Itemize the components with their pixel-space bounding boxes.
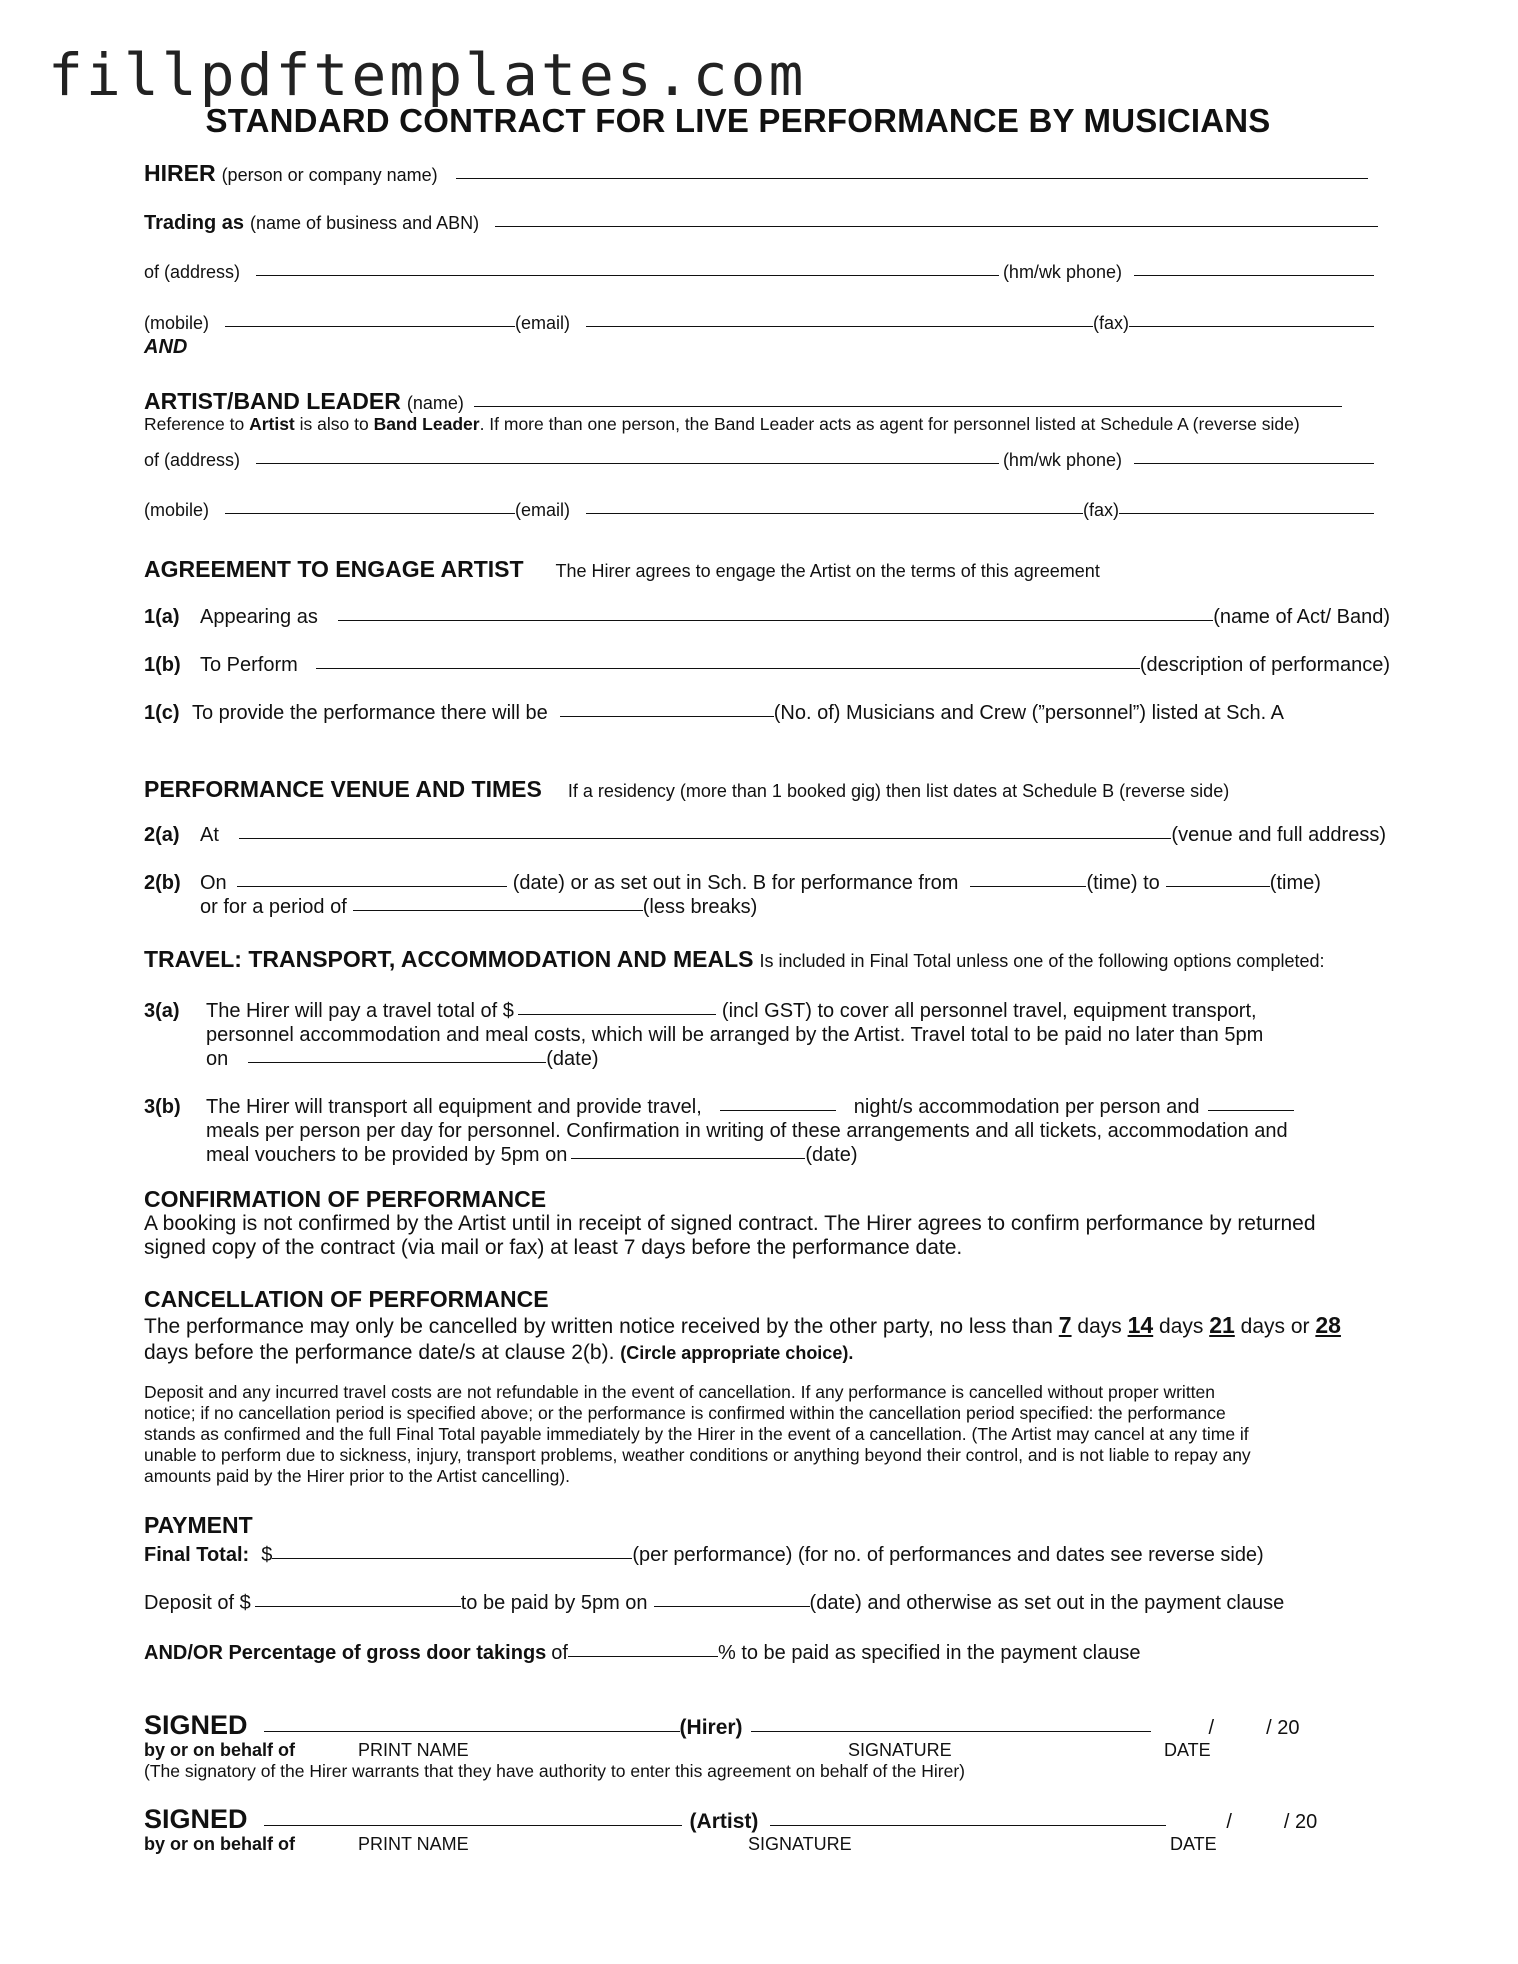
and-label: AND [144,336,188,358]
clause-suffix: (venue and full address) [1171,824,1386,846]
artist-phone-field[interactable] [1134,463,1374,464]
clause-text: personnel accommodation and meal costs, which will be arranged by the Artist. Travel total to be paid no later than 5pm [206,1024,1264,1046]
clause-suffix: (description of performance) [1139,654,1390,676]
artist-name-field[interactable] [474,406,1342,407]
agreement-heading: AGREEMENT TO ENGAGE ARTIST [144,556,524,582]
terms-line: Deposit and any incurred travel costs are not refundable in the event of cancellation. If any performance is cancelled without proper written [144,1382,1216,1402]
clause-label: Appearing as [200,606,318,628]
hirer-address-label: of (address) [144,262,241,282]
watermark: fillpdftemplates.com [48,41,807,109]
final-total-suffix: (per performance) (for no. of performances and dates see reverse side) [632,1544,1264,1566]
clause-text: night/s accommodation per person and [853,1096,1200,1118]
cancellation-text-part: days before the performance date/s at clause 2(b). [144,1341,621,1364]
cancellation-line [144,1340,1354,1366]
venue-heading-row [144,776,1398,803]
dollar-sign: $ [261,1544,273,1566]
payment-heading: PAYMENT [144,1512,253,1538]
percentage-field[interactable] [568,1656,718,1657]
artist-fax-label: (fax) [1083,500,1119,520]
date-label: DATE [1164,1740,1211,1760]
hirer-warranty-note: (The signatory of the Hirer warrants that they have authority to enter this agreement on behalf of the Hirer) [144,1761,965,1781]
clause-text: meal vouchers to be provided by 5pm on [206,1144,568,1166]
clause-text: The Hirer will transport all equipment and provide travel, [206,1096,702,1118]
cancellation-heading: CANCELLATION OF PERFORMANCE [144,1286,549,1312]
travel-pay-date-field[interactable] [248,1062,546,1063]
terms-line: stands as confirmed and the full Final Total payable immediately by the Hirer in the event of a cancellation. (The Artist may cancel at any time if [144,1424,1249,1444]
travel-heading-row [144,946,1398,973]
clause-3b-line3 [206,1144,1398,1167]
clause-text: (time) [1269,872,1321,894]
hirer-phone-field[interactable] [1134,275,1374,276]
clause-1b [144,654,1398,677]
cancellation-text-part: The performance may only be cancelled by written notice received by the other party, no less than [144,1315,1059,1338]
end-time-field[interactable] [1166,886,1270,887]
act-name-field[interactable] [338,620,1213,621]
final-total-row [144,1544,1398,1567]
artist-note: (name) [406,393,464,413]
hirer-role-label: (Hirer) [679,1716,743,1739]
clause-text: or for a period of [200,896,347,918]
cancellation-terms [144,1382,1344,1487]
artist-address-field[interactable] [256,463,999,464]
clause-3b-line1 [144,1096,1398,1119]
reference-bandleader: Band Leader [373,414,480,434]
trading-row [144,212,1398,235]
clause-number: 1(c) [144,702,180,724]
artist-signature-field[interactable] [770,1825,1166,1826]
print-name-label: PRINT NAME [358,1834,469,1854]
terms-line: amounts paid by the Hirer prior to the Artist cancelling). [144,1466,571,1486]
clause-text: (date) [546,1048,599,1070]
deposit-suffix: (date) and otherwise as set out in the payment clause [809,1592,1285,1614]
hirer-email-label: (email) [515,313,571,333]
reference-text: Reference to [144,414,250,434]
option-7-days[interactable]: 7 [1058,1312,1072,1338]
clause-number: 2(a) [144,824,180,846]
trading-label: Trading as [144,212,245,234]
clause-1c [144,702,1398,725]
clause-text: (less breaks) [642,896,758,918]
deposit-date-field[interactable] [654,1606,810,1607]
confirmation-date-field[interactable] [571,1158,805,1159]
artist-print-name-field[interactable] [264,1825,682,1826]
artist-address-row [144,450,1398,471]
final-total-label: Final Total: [144,1544,250,1566]
hirer-phone-label: (hm/wk phone) [1002,262,1122,282]
reference-artist: Artist [249,414,295,434]
signature-label: SIGNATURE [748,1834,852,1854]
hirer-signature-row [144,1710,1348,1741]
cancellation-line [144,1312,1354,1340]
artist-email-label: (email) [515,500,571,520]
performance-date-field[interactable] [237,886,507,887]
page-title: STANDARD CONTRACT FOR LIVE PERFORMANCE BY MUSICIANS [205,102,1271,139]
clause-3a-line1 [144,1000,1398,1023]
percentage-of: of [551,1642,568,1664]
signature-label: SIGNATURE [848,1740,952,1760]
terms-line: unable to perform due to sickness, injury, transport problems, weather conditions or anything beyond their control, and is not liable to repay any [144,1445,1251,1465]
option-28-days[interactable]: 28 [1315,1312,1341,1338]
clause-label: To provide the performance there will be [192,702,548,724]
venue-note: If a residency (more than 1 booked gig) then list dates at Schedule B (reverse side) [567,781,1230,801]
signed-label: SIGNED [144,1804,248,1834]
performance-description-field[interactable] [316,668,1140,669]
clause-label: On [200,872,227,894]
hirer-label: HIRER [144,160,216,186]
meals-field[interactable] [1208,1110,1294,1111]
deposit-field[interactable] [255,1606,461,1607]
clause-text: meals per person per day for personnel. Confirmation in writing of these arrangements and all tickets, accommodation and [206,1120,1288,1142]
clause-3a-line3 [206,1048,1398,1071]
artist-role-label: (Artist) [689,1810,759,1833]
percentage-suffix: % to be paid as specified in the payment clause [717,1642,1141,1664]
clause-2b-period [200,896,1398,919]
date-slash: / [1226,1811,1232,1833]
final-total-field[interactable] [272,1558,632,1559]
confirmation-line: A booking is not confirmed by the Artist until in receipt of signed contract. The Hirer agrees to confirm performance by returned [144,1212,1316,1235]
travel-note: Is included in Final Total unless one of the following options completed: [759,951,1325,971]
date-label: DATE [1170,1834,1217,1854]
option-21-days[interactable]: 21 [1209,1312,1235,1338]
circle-instruction: (Circle appropriate choice). [620,1343,854,1363]
artist-email-field[interactable] [586,513,1083,514]
date-slash: / [1208,1717,1215,1739]
confirmation-heading: CONFIRMATION OF PERFORMANCE [144,1186,547,1212]
reference-text: . If more than one person, the Band Leader acts as agent for personnel listed at Schedule A (reverse side) [479,414,1300,434]
nights-field[interactable] [720,1110,836,1111]
signed-label: SIGNED [144,1710,248,1740]
cancellation-text [144,1312,1354,1366]
cancellation-text-part: days [1153,1315,1210,1338]
clause-1a [144,606,1398,629]
clause-text: (incl GST) to cover all personnel travel, equipment transport, [721,1000,1257,1022]
cancellation-text-part: days [1071,1315,1128,1338]
artist-fax-field[interactable] [1119,513,1374,514]
clause-number: 3(a) [144,1000,180,1022]
clause-3a-line2 [206,1024,1398,1047]
hirer-mobile-label: (mobile) [144,313,210,333]
artist-mobile-label: (mobile) [144,500,210,520]
behalf-label: by or on behalf of [144,1740,295,1760]
clause-number: 1(a) [144,606,180,628]
clause-2b [144,872,1398,895]
print-name-label: PRINT NAME [358,1740,469,1760]
hirer-fax-field[interactable] [1129,326,1374,327]
hirer-note: (person or company name) [221,165,438,185]
hirer-print-name-field[interactable] [264,1731,680,1732]
clause-number: 1(b) [144,654,181,676]
artist-mobile-field[interactable] [225,513,515,514]
clause-label: To Perform [200,654,298,676]
cancellation-text-part: days or [1234,1315,1316,1338]
artist-label: ARTIST/BAND LEADER [144,388,401,414]
percentage-row [144,1642,1398,1665]
clause-text: (date) or as set out in Sch. B for performance from [512,872,959,894]
date-year: / 20 [1266,1717,1300,1739]
artist-name-row [144,388,1398,415]
hirer-email-field[interactable] [586,326,1093,327]
clause-text: on [206,1048,229,1070]
artist-reference-note [144,414,1300,435]
clause-text: (date) [805,1144,858,1166]
trading-field[interactable] [495,226,1378,227]
clause-number: 2(b) [144,872,181,894]
travel-total-field[interactable] [518,1014,716,1015]
hirer-contact-row [144,313,1398,334]
reference-text: is also to [294,414,374,434]
hirer-name-row [144,160,1398,187]
clause-3b-line2 [206,1120,1398,1143]
confirmation-text [144,1212,1354,1260]
hirer-name-field[interactable] [456,178,1368,179]
deposit-label: Deposit of $ [144,1592,251,1614]
clause-label: At [200,824,219,846]
deposit-row [144,1592,1398,1615]
terms-line: notice; if no cancellation period is specified above; or the performance is confirmed within the cancellation period specified: the performance [144,1403,1226,1423]
artist-signature-row [144,1804,1348,1835]
clause-suffix: (No. of) Musicians and Crew (”personnel”) listed at Sch. A [773,702,1284,724]
hirer-mobile-field[interactable] [225,326,515,327]
clause-text: (time) to [1086,872,1160,894]
hirer-address-field[interactable] [256,275,999,276]
artist-phone-label: (hm/wk phone) [1002,450,1122,470]
venue-heading: PERFORMANCE VENUE AND TIMES [144,776,542,802]
trading-note: (name of business and ABN) [250,213,480,233]
date-year: / 20 [1283,1811,1318,1833]
artist-contact-row [144,500,1398,521]
travel-heading: TRAVEL: TRANSPORT, ACCOMMODATION AND MEALS [144,946,754,972]
percentage-label: AND/OR Percentage of gross door takings [144,1642,547,1664]
artist-address-label: of (address) [144,450,241,470]
agreement-note: The Hirer agrees to engage the Artist on the terms of this agreement [555,561,1100,581]
clause-text: The Hirer will pay a travel total of $ [206,1000,514,1022]
clause-number: 3(b) [144,1096,181,1118]
hirer-fax-label: (fax) [1093,313,1129,333]
deposit-text: to be paid by 5pm on [460,1592,648,1614]
hirer-address-row [144,262,1398,283]
confirmation-line: signed copy of the contract (via mail or fax) at least 7 days before the performance date. [144,1236,963,1259]
behalf-label: by or on behalf of [144,1834,295,1854]
hirer-signature-field[interactable] [751,1731,1151,1732]
option-14-days[interactable]: 14 [1127,1312,1154,1338]
start-time-field[interactable] [970,886,1086,887]
period-field[interactable] [353,910,643,911]
agreement-heading-row [144,556,1398,583]
clause-2a [144,824,1398,847]
venue-field[interactable] [239,838,1172,839]
musician-count-field[interactable] [560,716,774,717]
clause-suffix: (name of Act/ Band) [1213,606,1390,628]
